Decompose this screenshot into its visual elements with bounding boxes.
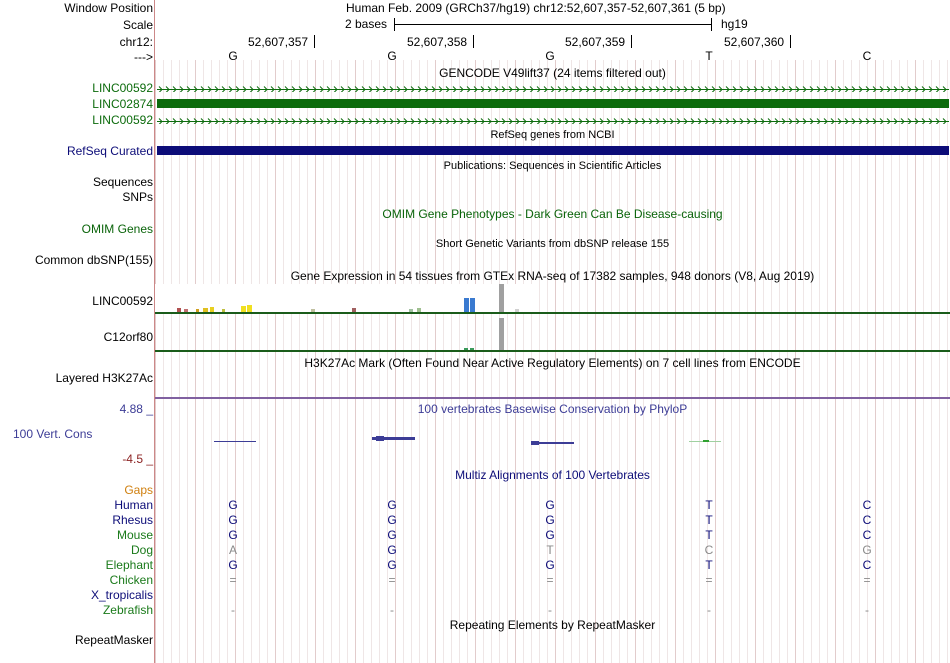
species-base: C bbox=[862, 513, 872, 527]
species-base: G bbox=[545, 558, 555, 572]
gtex-bar bbox=[241, 306, 246, 312]
species-base: T bbox=[705, 558, 713, 572]
repeatmasker-label[interactable]: RepeatMasker bbox=[74, 633, 153, 647]
coord-3: 52,607,359 bbox=[565, 35, 626, 49]
species-base: G bbox=[545, 528, 555, 542]
species-base: = bbox=[863, 573, 871, 587]
scale-assembly: hg19 bbox=[721, 17, 748, 31]
phylop-mark bbox=[531, 441, 539, 445]
species-base: - bbox=[707, 603, 711, 617]
scale-bar-tick-right bbox=[711, 18, 712, 31]
species-label[interactable]: Human bbox=[114, 498, 153, 512]
species-base: G bbox=[545, 513, 555, 527]
multiz-gaps-label[interactable]: Gaps bbox=[124, 483, 153, 497]
species-base: T bbox=[705, 513, 713, 527]
omim-label[interactable]: OMIM Genes bbox=[81, 222, 153, 236]
ref-base: G bbox=[228, 49, 238, 63]
gencode-item-label[interactable]: LINC00592 bbox=[92, 81, 153, 95]
scale-bar-tick-left bbox=[394, 18, 395, 31]
coord-2: 52,607,358 bbox=[407, 35, 468, 49]
species-label[interactable]: Mouse bbox=[116, 528, 153, 542]
species-label[interactable]: X_tropicalis bbox=[90, 588, 153, 602]
phylop-label[interactable]: 100 Vert. Cons bbox=[13, 427, 93, 441]
species-base: T bbox=[546, 543, 554, 557]
phylop-signal[interactable] bbox=[155, 434, 950, 448]
ref-base: G bbox=[387, 49, 397, 63]
species-base: = bbox=[546, 573, 554, 587]
gtex-expression-plot[interactable] bbox=[155, 284, 950, 354]
gtex-bar bbox=[222, 309, 225, 312]
species-base: T bbox=[705, 528, 713, 542]
gtex-bar bbox=[515, 309, 519, 312]
species-base: G bbox=[862, 543, 872, 557]
gencode-item-linc00592-arrows[interactable] bbox=[157, 83, 949, 92]
species-base: C bbox=[862, 498, 872, 512]
species-base: G bbox=[387, 528, 397, 542]
gtex-bar bbox=[352, 308, 356, 312]
phylop-track-title[interactable]: 100 vertebrates Basewise Conservation by PhyloP bbox=[417, 402, 688, 416]
gtex-bar bbox=[499, 284, 504, 312]
coord-1: 52,607,357 bbox=[248, 35, 309, 49]
chr-label: chr12: bbox=[119, 35, 153, 49]
h3k27ac-baseline bbox=[155, 397, 950, 399]
species-base: G bbox=[228, 498, 238, 512]
coord-tick-1 bbox=[314, 35, 315, 48]
multiz-track-title[interactable]: Multiz Alignments of 100 Vertebrates bbox=[455, 468, 650, 482]
species-base: G bbox=[545, 498, 555, 512]
species-label[interactable]: Rhesus bbox=[112, 513, 153, 527]
gencode-item-linc00592-arrows[interactable] bbox=[157, 115, 949, 124]
species-base: G bbox=[387, 558, 397, 572]
gtex-bar bbox=[417, 308, 421, 312]
phylop-mark bbox=[214, 441, 256, 442]
species-base: G bbox=[387, 543, 397, 557]
gtex-bar bbox=[470, 298, 475, 312]
species-label[interactable]: Zebrafish bbox=[102, 603, 153, 617]
phylop-max-label: 4.88 _ bbox=[119, 402, 153, 416]
gtex-bar bbox=[203, 308, 208, 312]
scale-bar-text: 2 bases bbox=[345, 17, 388, 31]
h3k27ac-label[interactable]: Layered H3K27Ac bbox=[55, 371, 153, 385]
ref-base: T bbox=[705, 49, 713, 63]
species-base: G bbox=[228, 513, 238, 527]
coord-tick-3 bbox=[631, 35, 632, 48]
assembly-position-title[interactable]: Human Feb. 2009 (GRCh37/hg19) chr12:52,607,357-52,607,361 (5 bp) bbox=[346, 1, 726, 15]
gtex-bar bbox=[196, 309, 199, 312]
gtex-label-linc00592[interactable]: LINC00592 bbox=[92, 294, 153, 308]
species-label[interactable]: Chicken bbox=[109, 573, 153, 587]
species-base: G bbox=[228, 528, 238, 542]
gtex-track-title[interactable]: Gene Expression in 54 tissues from GTEx RNA-seq of 17382 samples, 948 donors (V8, Aug 2019) bbox=[290, 269, 815, 283]
species-label[interactable]: Elephant bbox=[105, 558, 153, 572]
h3k27ac-track-title[interactable]: H3K27Ac Mark (Often Found Near Active Regulatory Elements) on 7 cell lines from ENCODE bbox=[304, 356, 801, 370]
gtex-bar bbox=[409, 309, 413, 312]
species-base: - bbox=[231, 603, 235, 617]
gtex-baseline bbox=[155, 312, 950, 314]
ref-base: G bbox=[545, 49, 555, 63]
gtex-bar bbox=[464, 298, 469, 312]
refseq-label[interactable]: RefSeq Curated bbox=[66, 144, 153, 158]
scale-label: Scale bbox=[122, 18, 153, 32]
scale-bar-line bbox=[394, 24, 712, 25]
gencode-track-title[interactable]: GENCODE V49lift37 (24 items filtered out) bbox=[439, 66, 666, 80]
refseq-track-title[interactable]: RefSeq genes from NCBI bbox=[490, 129, 615, 141]
gtex-bar bbox=[311, 309, 315, 312]
gtex-bar bbox=[184, 309, 188, 312]
gencode-item-label[interactable]: LINC00592 bbox=[92, 113, 153, 127]
species-base: G bbox=[387, 498, 397, 512]
gencode-item-label[interactable]: LINC02874 bbox=[92, 97, 153, 111]
species-label[interactable]: Dog bbox=[130, 543, 153, 557]
species-base: - bbox=[865, 603, 869, 617]
ref-base: C bbox=[862, 49, 872, 63]
phylop-mark bbox=[376, 436, 384, 441]
species-base: T bbox=[705, 498, 713, 512]
species-base: = bbox=[388, 573, 396, 587]
window-position-label: Window Position bbox=[64, 1, 153, 15]
strand-arrows bbox=[157, 85, 949, 92]
gtex-bar bbox=[247, 305, 252, 312]
gencode-item-linc02874-bar[interactable] bbox=[157, 99, 949, 108]
species-base: = bbox=[229, 573, 237, 587]
strand-label: ---> bbox=[134, 50, 153, 64]
coord-tick-2 bbox=[473, 35, 474, 48]
species-base: A bbox=[228, 543, 237, 557]
dbsnp-label[interactable]: Common dbSNP(155) bbox=[34, 253, 153, 267]
gtex-bar bbox=[177, 308, 181, 312]
coord-tick-4 bbox=[790, 35, 791, 48]
publications-label-snps[interactable]: SNPs bbox=[122, 190, 153, 204]
refseq-gene-bar[interactable] bbox=[157, 146, 949, 155]
omim-track-title[interactable]: OMIM Gene Phenotypes - Dark Green Can Be Disease-causing bbox=[382, 207, 723, 221]
gtex-label-c12orf80[interactable]: C12orf80 bbox=[103, 330, 153, 344]
species-base: - bbox=[548, 603, 552, 617]
dbsnp-track-title[interactable]: Short Genetic Variants from dbSNP release 155 bbox=[435, 238, 670, 250]
strand-arrows bbox=[157, 117, 949, 124]
gtex-baseline bbox=[155, 350, 950, 352]
species-base: = bbox=[705, 573, 713, 587]
gtex-bar bbox=[210, 307, 214, 312]
gtex-bar bbox=[470, 348, 474, 350]
coord-4: 52,607,360 bbox=[724, 35, 785, 49]
species-base: C bbox=[862, 528, 872, 542]
species-base: G bbox=[387, 513, 397, 527]
publications-label-sequences[interactable]: Sequences bbox=[92, 175, 153, 189]
gtex-bar bbox=[464, 348, 468, 350]
gtex-bar bbox=[499, 318, 504, 350]
species-base: C bbox=[862, 558, 872, 572]
phylop-mark bbox=[703, 440, 709, 442]
repeatmasker-track-title[interactable]: Repeating Elements by RepeatMasker bbox=[449, 618, 656, 632]
publications-track-title[interactable]: Publications: Sequences in Scientific Articles bbox=[443, 160, 662, 172]
species-base: - bbox=[390, 603, 394, 617]
species-base: G bbox=[228, 558, 238, 572]
species-base: C bbox=[704, 543, 714, 557]
phylop-min-label: -4.5 _ bbox=[122, 452, 153, 466]
